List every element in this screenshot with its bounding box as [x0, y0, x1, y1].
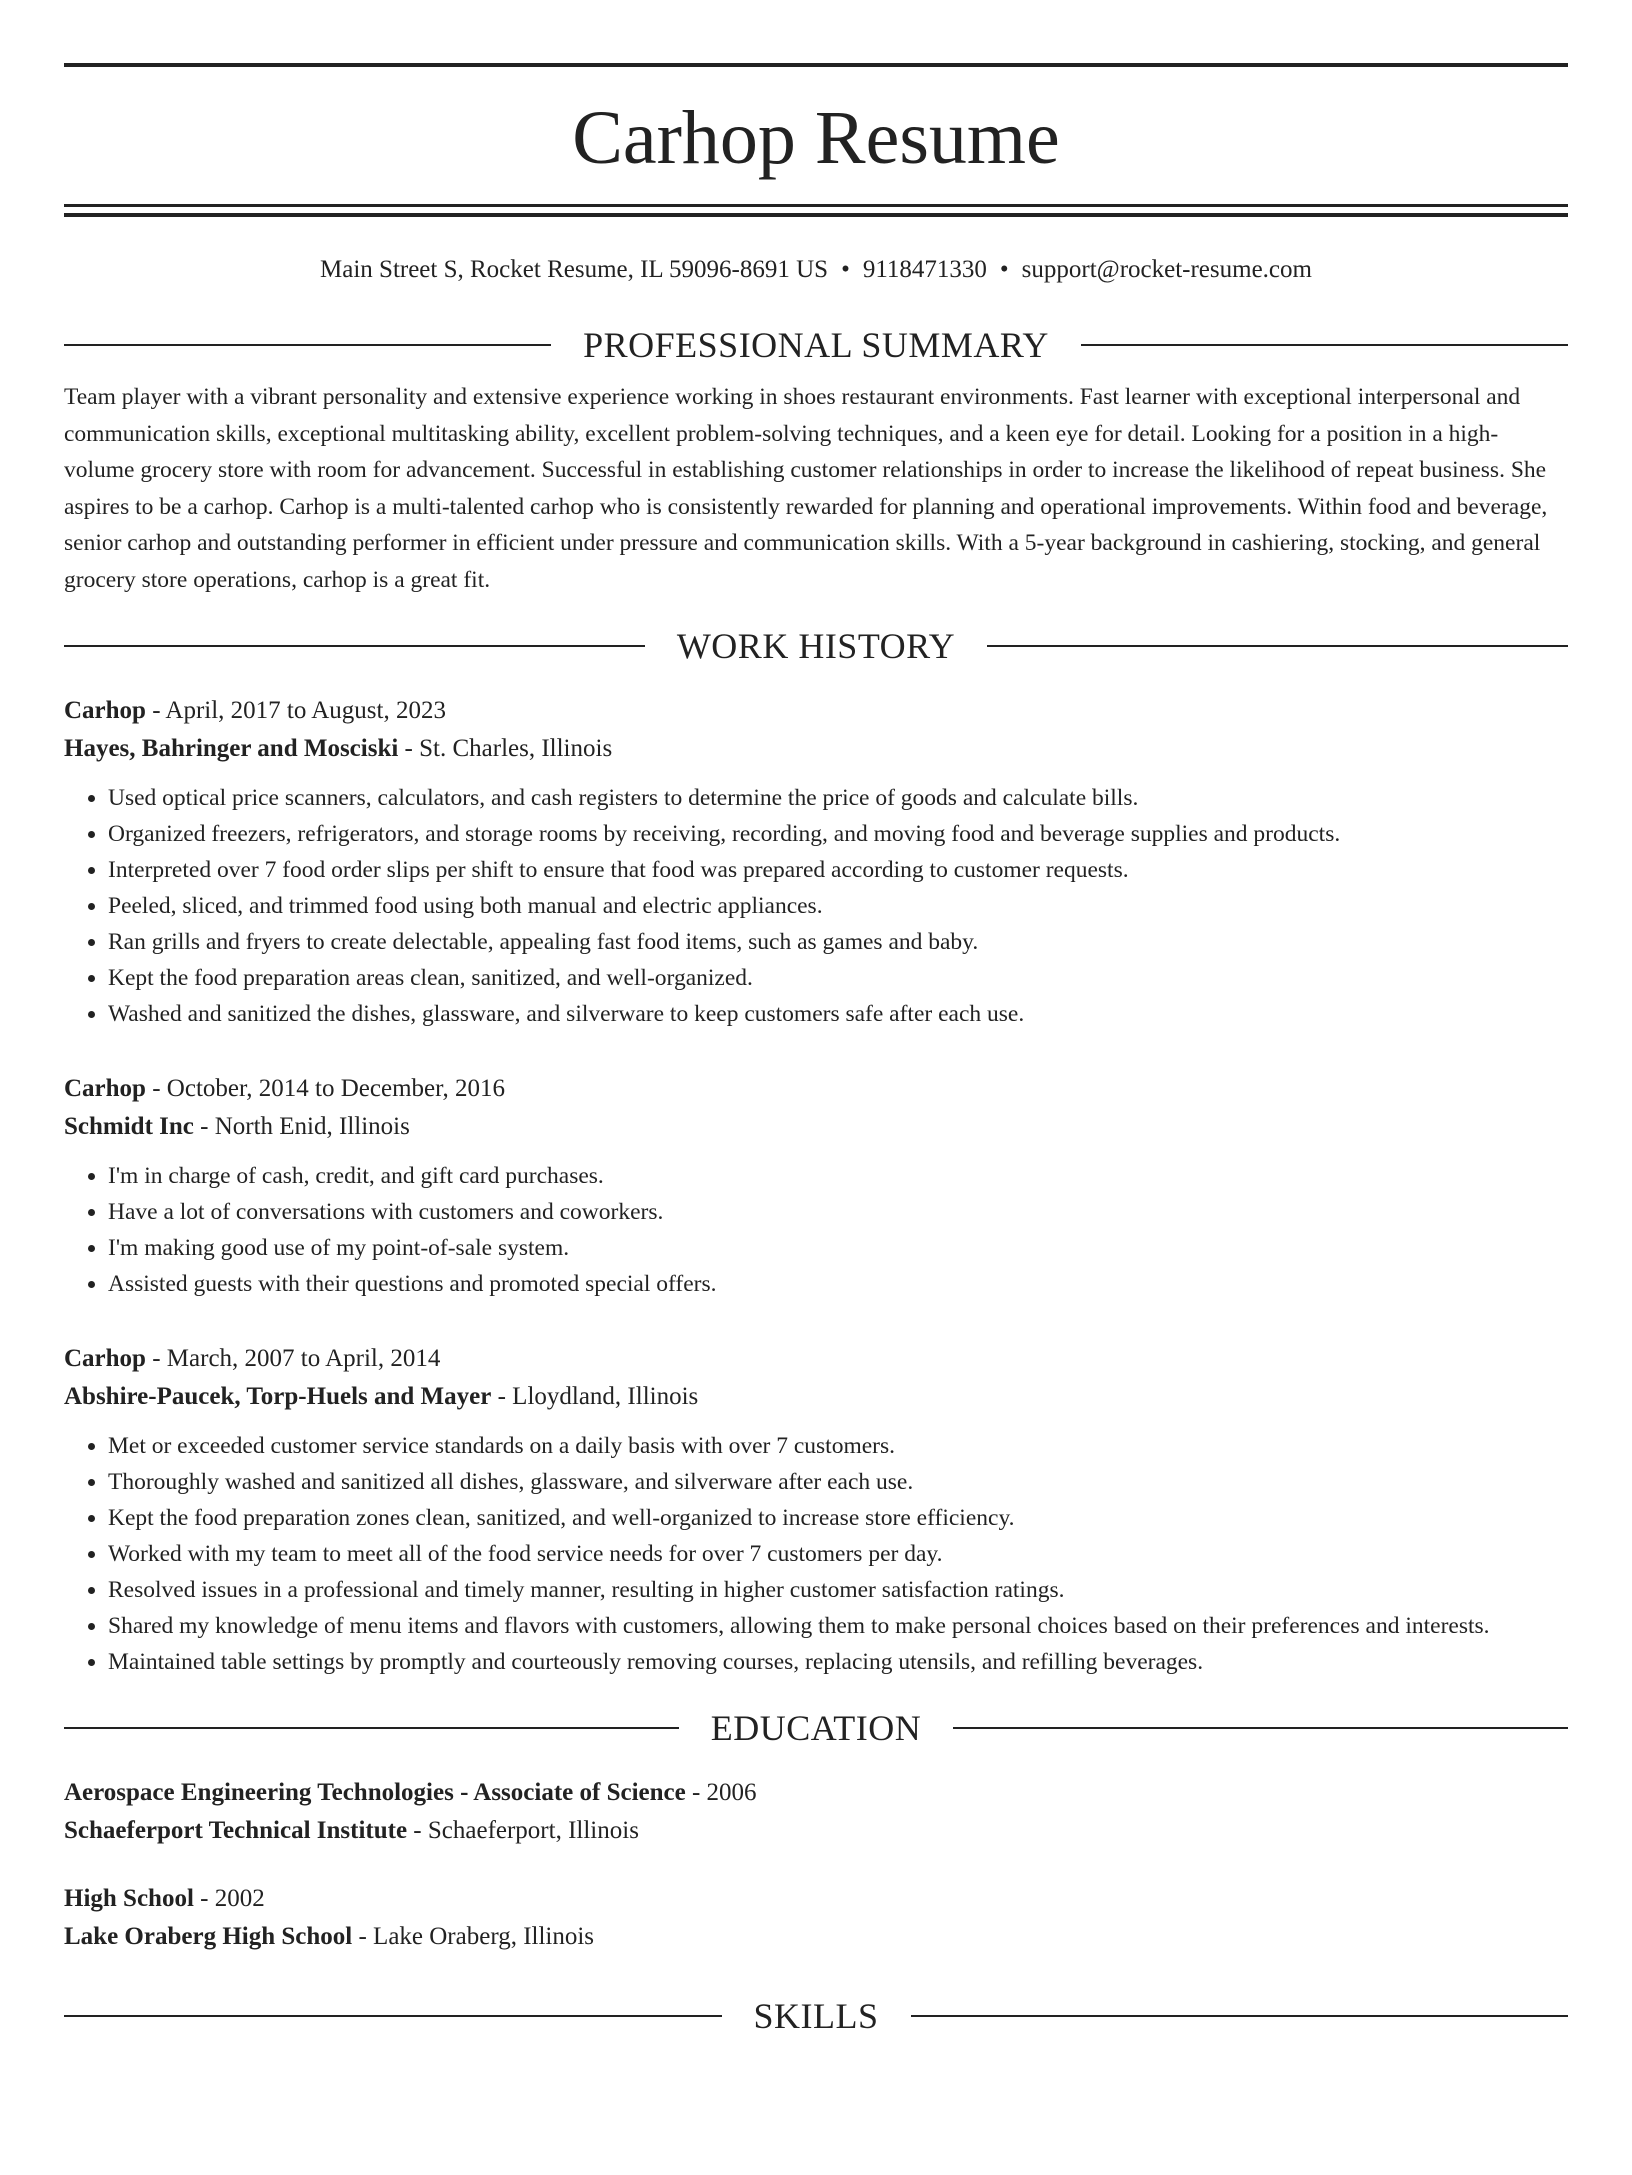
education-school: Lake Oraberg High School [64, 1923, 353, 1950]
contact-line [64, 253, 1568, 287]
job-title: Carhop [64, 697, 146, 724]
section-rule-right [911, 2015, 1569, 2017]
job-bullet: • Maintained table settings by promptly and courteously removing courses, replacing utensils, and refilling beverages. [108, 1644, 1568, 1680]
contact-address: Main Street S, Rocket Resume, IL 59096-8691 US [320, 256, 829, 283]
education-year: - 2002 [193, 1885, 265, 1912]
job-location: - North Enid, Illinois [193, 1113, 410, 1140]
title-double-rule [64, 204, 1568, 217]
section-header-skills [64, 1996, 1568, 2036]
job-company: Schmidt Inc [64, 1113, 194, 1140]
education-year: - 2006 [685, 1779, 757, 1806]
job-bullet: • Kept the food preparation zones clean, sanitized, and well-organized to increase store efficiency. [108, 1500, 1568, 1536]
job-title-line [64, 1070, 1568, 1108]
job-entry [64, 692, 1568, 1032]
job-bullet: • Shared my knowledge of menu items and flavors with customers, allowing them to make personal choices based on their preferences and interests. [108, 1608, 1568, 1644]
section-header-summary [64, 325, 1568, 365]
education-degree: Aerospace Engineering Technologies - Associate of Science [64, 1779, 686, 1806]
contact-phone: 9118471330 [862, 256, 987, 283]
job-bullet: • Met or exceeded customer service standards on a daily basis with over 7 customers. [108, 1428, 1568, 1464]
job-title: Carhop [64, 1075, 146, 1102]
education-entry [64, 1880, 1568, 1956]
section-rule-left [64, 645, 645, 647]
job-company: Hayes, Bahringer and Mosciski [64, 735, 399, 762]
job-bullet: • Peeled, sliced, and trimmed food using both manual and electric appliances. [108, 888, 1568, 924]
work-history-list [64, 692, 1568, 1680]
contact-separator: • [841, 256, 850, 283]
education-location: - Schaeferport, Illinois [407, 1817, 639, 1844]
section-rule-left [64, 1727, 679, 1729]
job-location: - St. Charles, Illinois [398, 735, 613, 762]
job-entry [64, 1340, 1568, 1680]
job-bullet: • Worked with my team to meet all of the food service needs for over 7 customers per day. [108, 1536, 1568, 1572]
job-dates: - March, 2007 to April, 2014 [145, 1345, 441, 1372]
job-bullet: • Thoroughly washed and sanitized all dishes, glassware, and silverware after each use. [108, 1464, 1568, 1500]
job-company-line [64, 1378, 1568, 1416]
education-school-line [64, 1812, 1568, 1850]
section-rule-left [64, 344, 551, 346]
education-list [64, 1774, 1568, 1956]
job-bullet: • Assisted guests with their questions and promoted special offers. [108, 1266, 1568, 1302]
job-dates: - October, 2014 to December, 2016 [145, 1075, 505, 1102]
contact-separator: • [999, 256, 1009, 283]
education-location: - Lake Oraberg, Illinois [352, 1923, 595, 1950]
section-header-education [64, 1708, 1568, 1748]
job-company-line [64, 730, 1568, 768]
education-school: Schaeferport Technical Institute [64, 1817, 408, 1844]
job-company-line [64, 1108, 1568, 1146]
job-bullet: • Have a lot of conversations with customers and coworkers. [108, 1194, 1568, 1230]
section-title: PROFESSIONAL SUMMARY [583, 325, 1049, 365]
contact-email: support@rocket-resume.com [1021, 256, 1312, 283]
professional-summary: Team player with a vibrant personality and extensive experience working in shoes restaurant environments. Fast learner with exceptional interpersonal and communication skills, exceptional multitasking ability, excellent problem-solving techniques, and a keen eye for detail. Looking for a position in a high-volume grocery store with room for advancement. Successful in establishing customer relationships in order to increase the likelihood of repeat business. She aspires to be a carhop. Carhop is a multi-talented carhop who is consistently rewarded for planning and operational improvements. Within food and beverage, senior carhop and outstanding performer in efficient under pressure and communication skills. With a 5-year background in cashiering, stocking, and general grocery store operations, carhop is a great fit. [64, 384, 1548, 593]
education-degree-line [64, 1774, 1568, 1812]
section-rule-right [953, 1727, 1568, 1729]
job-entry [64, 1070, 1568, 1302]
job-bullets [64, 1428, 1568, 1680]
job-company: Abshire-Paucek, Torp-Huels and Mayer [64, 1383, 492, 1410]
job-bullet: • Washed and sanitized the dishes, glassware, and silverware to keep customers safe after each use. [108, 996, 1568, 1032]
job-bullet: • Ran grills and fryers to create delectable, appealing fast food items, such as games and baby. [108, 924, 1568, 960]
section-title: SKILLS [753, 1996, 879, 2036]
job-bullet: • Kept the food preparation areas clean, sanitized, and well-organized. [108, 960, 1568, 996]
job-bullet: • Organized freezers, refrigerators, and storage rooms by receiving, recording, and moving food and beverage supplies and products. [108, 816, 1568, 852]
education-degree-line [64, 1880, 1568, 1918]
job-bullets [64, 1158, 1568, 1302]
section-header-work [64, 626, 1568, 666]
job-bullet: • Interpreted over 7 food order slips per shift to ensure that food was prepared according to customer requests. [108, 852, 1568, 888]
top-rule [64, 63, 1568, 67]
education-entry [64, 1774, 1568, 1850]
section-title: WORK HISTORY [676, 626, 956, 666]
section-rule-right [1081, 344, 1568, 346]
job-title: Carhop [64, 1345, 146, 1372]
resume-page [0, 63, 1632, 2175]
job-bullet: • I'm in charge of cash, credit, and gift card purchases. [108, 1158, 1568, 1194]
job-title-line [64, 1340, 1568, 1378]
job-dates: - April, 2017 to August, 2023 [145, 697, 446, 724]
job-title-line [64, 692, 1568, 730]
section-title: EDUCATION [710, 1708, 922, 1748]
job-bullet: • Resolved issues in a professional and timely manner, resulting in higher customer satisfaction ratings. [108, 1572, 1568, 1608]
education-degree: High School [64, 1885, 194, 1912]
job-bullet: • Used optical price scanners, calculators, and cash registers to determine the price of goods and calculate bills. [108, 780, 1568, 816]
job-location: - Lloydland, Illinois [491, 1383, 699, 1410]
resume-title: Carhop Resume [572, 96, 1060, 180]
section-rule-right [987, 645, 1568, 647]
job-bullets [64, 780, 1568, 1032]
education-school-line [64, 1918, 1568, 1956]
job-bullet: • I'm making good use of my point-of-sale system. [108, 1230, 1568, 1266]
section-rule-left [64, 2015, 722, 2017]
